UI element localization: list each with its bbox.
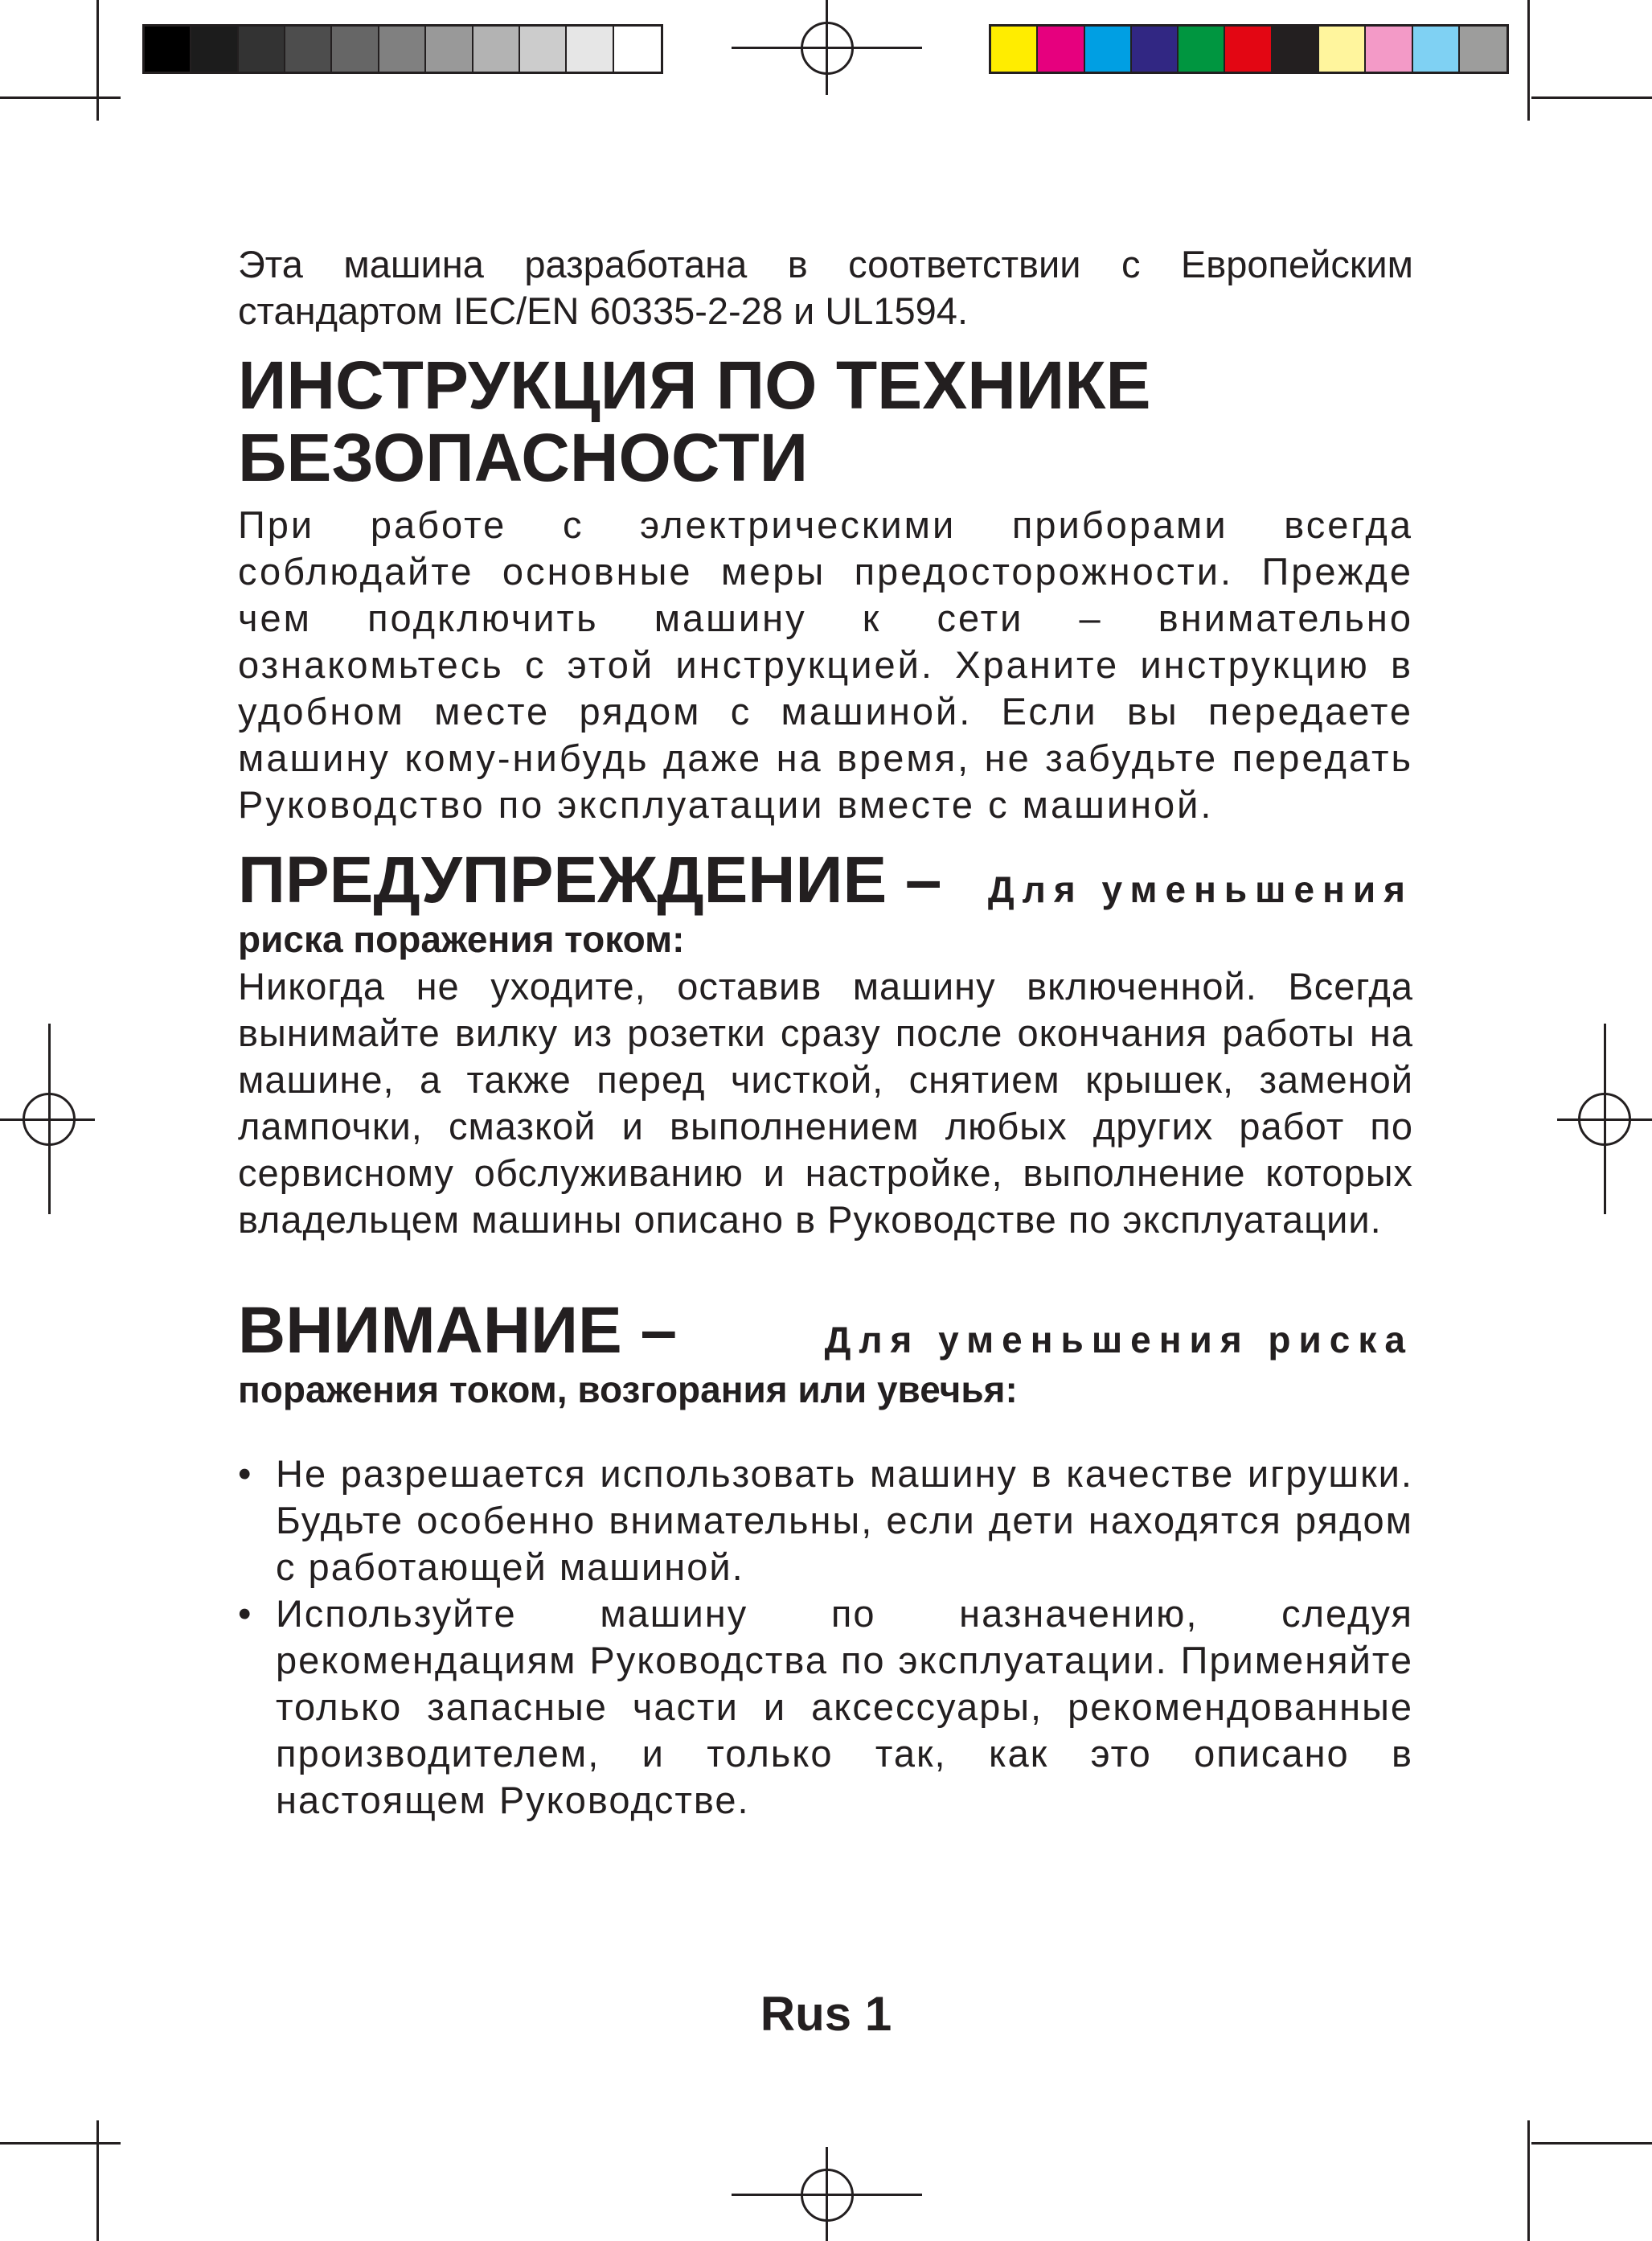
crop-mark — [1527, 0, 1530, 121]
bullet-icon: • — [238, 1452, 252, 1495]
list-item — [238, 1451, 1413, 1590]
crop-mark — [1527, 2120, 1530, 2241]
list-item-text: Не разрешается использовать машину в качестве игрушки. Будьте особенно внимательны, если дети находятся рядом с работающей машиной. — [276, 1452, 1413, 1588]
color-swatch — [1179, 27, 1225, 72]
color-swatch — [520, 27, 567, 72]
list-item-text: Используйте машину по назначению, следуя рекомендациям Руководства по эксплуатации. Применяйте только запасные части и аксессуары, рекомендованные производителем, и только так, как это описано в настоящем Руководстве. — [276, 1592, 1413, 1821]
color-swatch — [567, 27, 613, 72]
list-item — [238, 1590, 1413, 1824]
color-swatch — [191, 27, 238, 72]
color-swatch — [239, 27, 285, 72]
crop-mark — [0, 96, 121, 99]
caution-list — [238, 1451, 1413, 1824]
color-swatch — [285, 27, 332, 72]
color-swatch — [473, 27, 520, 72]
color-swatch — [991, 27, 1038, 72]
page-content — [238, 241, 1413, 1824]
color-swatch — [1085, 27, 1132, 72]
color-swatch — [1460, 27, 1506, 72]
color-swatch — [1319, 27, 1366, 72]
color-swatch — [1273, 27, 1319, 72]
page-number: Rus 1 — [760, 1987, 892, 2041]
caution-subtitle: поражения током, возгорания или увечья: — [238, 1369, 1018, 1410]
intro-paragraph: Эта машина разработана в соответствии с Европейским стандартом IEC/EN 60335-2-28 и UL1594. — [238, 243, 1413, 332]
crop-mark — [0, 2142, 121, 2145]
crop-mark — [96, 2120, 99, 2241]
color-calibration-bar — [989, 24, 1509, 74]
bullet-icon: • — [238, 1592, 252, 1635]
color-swatch — [1413, 27, 1460, 72]
warning-subtitle: риска поражения током: — [238, 918, 685, 960]
safety-paragraph: При работе с электрическими приборами всегда соблюдайте основные меры предосторожности. Прежде чем подключить машину к сети – внимательно ознакомьтесь с этой инструкцией. Храните инструкцию в удобном месте рядом с машиной. Если вы передаете машину кому-нибудь даже на время, не забудьте передать Руководство по эксплуатации вместе с машиной. — [238, 503, 1413, 826]
grayscale-calibration-bar — [142, 24, 663, 74]
color-swatch — [145, 27, 191, 72]
color-swatch — [1132, 27, 1179, 72]
color-swatch — [1225, 27, 1272, 72]
crop-mark — [96, 0, 99, 121]
color-swatch — [379, 27, 426, 72]
caution-title-tail: Для уменьшения риска — [824, 1319, 1413, 1361]
caution-heading — [238, 1295, 1413, 1367]
crop-mark — [1531, 96, 1652, 99]
crop-mark — [1531, 2142, 1652, 2145]
color-swatch — [332, 27, 379, 72]
warning-paragraph: Никогда не уходите, оставив машину включенной. Всегда вынимайте вилку из розетки сразу после окончания работы на машине, а также перед чисткой, снятием крышек, заменой лампочки, смазкой и выполнением любых других работ по сервисному обслуживанию и настройке, выполнение которых владельцем машины описано в Руководстве по эксплуатации. — [238, 965, 1413, 1241]
caution-title: ВНИМАНИЕ – — [238, 1294, 678, 1367]
color-swatch — [426, 27, 473, 72]
color-swatch — [1038, 27, 1084, 72]
warning-title: ПРЕДУПРЕЖДЕНИЕ – — [238, 843, 942, 917]
warning-title-tail: Для уменьшения — [987, 868, 1413, 910]
color-swatch — [1366, 27, 1412, 72]
safety-title: ИНСТРУКЦИЯ ПО ТЕХНИКЕ БЕЗОПАСНОСТИ — [238, 347, 1151, 495]
color-swatch — [614, 27, 661, 72]
warning-heading — [238, 844, 1413, 917]
